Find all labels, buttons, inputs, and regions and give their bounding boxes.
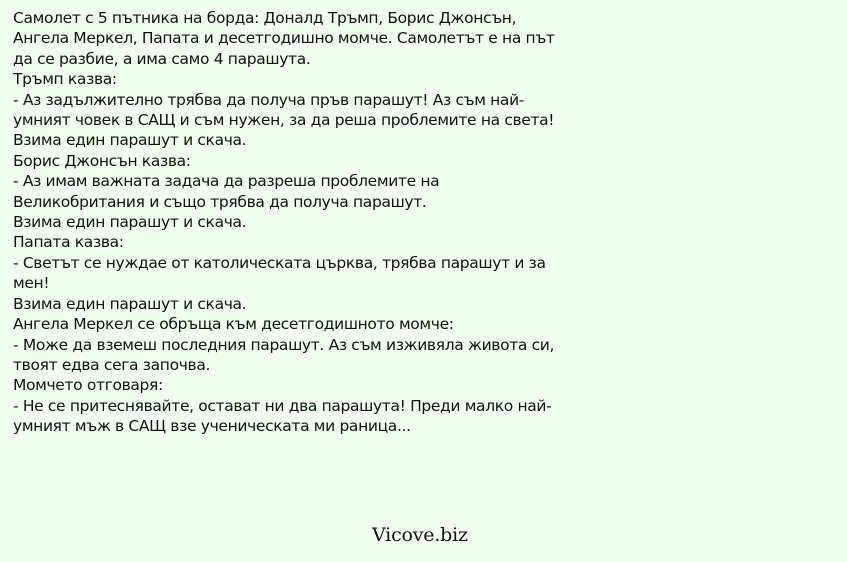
joke-line: - Аз имам важната задача да разреша проблемите на Великобритания и също трябва да получа парашут. — [13, 172, 440, 211]
site-watermark: Vicove.biz — [372, 524, 468, 546]
joke-line: Взима един парашут и скача. — [13, 213, 247, 232]
joke-line: Папата казва: — [13, 233, 124, 252]
joke-text — [13, 8, 573, 437]
joke-line: Ангела Меркел се обръща към десетгодишното момче: — [13, 315, 454, 334]
joke-line: Момчето отговаря: — [13, 376, 163, 395]
joke-line: - Не се притеснявайте, остават ни два парашута! Преди малко най-умният мъж в САЩ взе ученическата ми раница... — [13, 396, 552, 436]
joke-line: Взима един парашут и скача. — [13, 131, 247, 150]
joke-line: Борис Джонсън казва: — [13, 151, 191, 170]
joke-line: - Може да вземеш последния парашут. Аз съм изживяла живота си, твоят едва сега започва. — [13, 335, 555, 374]
joke-line: Тръмп казва: — [13, 70, 117, 89]
joke-line: Самолет с 5 пътника на борда: Доналд Тръмп, Борис Джонсън, Ангела Меркел, Папата и десетгодишно момче. Самолетът е на път да се разбие, а има само 4 парашута. — [13, 9, 555, 68]
joke-line: Взима един парашут и скача. — [13, 294, 247, 313]
joke-line: - Аз задължително трябва да получа пръв парашут! Аз съм най-умният човек в САЩ и съм нужен, за да реша проблемите на света! — [13, 90, 555, 130]
joke-line: - Светът се нуждае от католическата църква, трябва парашут и за мен! — [13, 253, 546, 293]
